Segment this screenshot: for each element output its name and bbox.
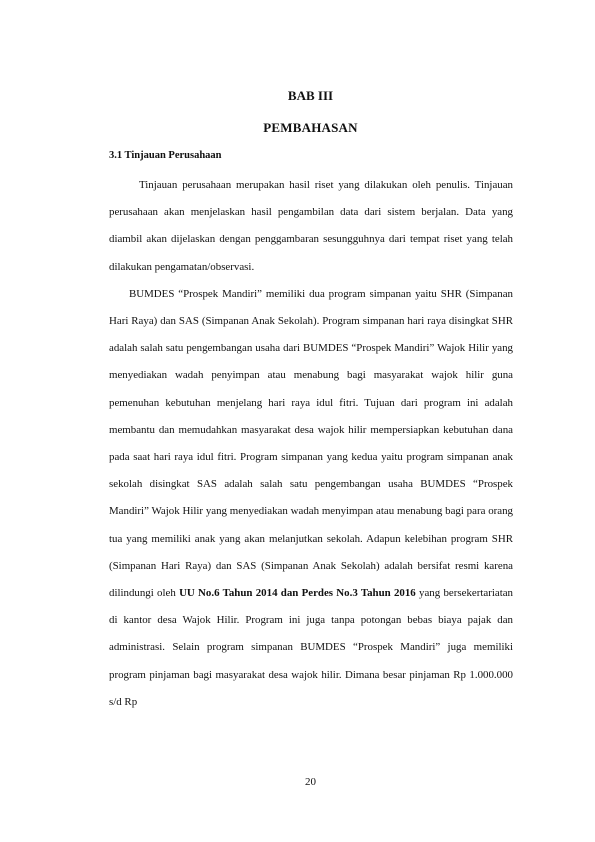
section-heading: 3.1 Tinjauan Perusahaan (109, 150, 222, 161)
chapter-title: PEMBAHASAN (263, 120, 358, 135)
paragraph-2 (109, 281, 513, 716)
paragraph-2-part-1: BUMDES “Prospek Mandiri” memiliki dua program simpanan yaitu SHR (Simpanan Hari Raya) dan SAS (Simpanan Anak Sekolah). Program simpanan hari raya disingkat SHR adalah salah satu pengembangan usaha dari BUMDES “Prospek Mandiri” Wajok Hilir yang menyediakan wadah penyimpan atau menabung bagi masyarakat wajok hilir guna pemenuhan kebutuhan menjelang hari raya idul fitri. Tujuan dari program ini adalah membantu dan memudahkan masyarakat desa wajok hilir mempersiapkan kebutuhan dana pada saat hari raya idul fitri. Program simpanan yang kedua yaitu program simpanan anak sekolah disingkat SAS adalah salah satu pengembangan usaha BUMDES “Prospek Mandiri” Wajok Hilir yang menyediakan wadah menyimpan atau menabung bagi para orang tua yang memiliki anak yang akan melanjutkan sekolah. Adapun kelebihan program SHR (Simpanan Hari Raya) dan SAS (Simpanan Anak Sekolah) adalah bersifat resmi karena dilindungi oleh (109, 287, 513, 600)
page-number: 20 (305, 776, 316, 788)
body-text (109, 172, 513, 716)
paragraph-1: Tinjauan perusahaan merupakan hasil riset yang dilakukan oleh penulis. Tinjauan perusahaan akan menjelaskan hasil pengambilan data dari sistem berjalan. Data yang diambil akan dijelaskan dengan penggambaran sesungguhnya dari tempat riset yang telah dilakukan pengamatan/observasi. (109, 179, 513, 273)
chapter-number: BAB III (287, 88, 334, 103)
legal-reference: UU No.6 Tahun 2014 dan Perdes No.3 Tahun 2016 (179, 587, 416, 600)
paragraph-2-part-2: yang bersekertariatan di kantor desa Wajok Hilir. Program ini juga tanpa potongan bebas biaya pajak dan administrasi. Selain program simpanan BUMDES “Prospek Mandiri” juga memiliki program pinjaman bagi masyarakat desa wajok hilir. Dimana besar pinjaman Rp 1.000.000 s/d Rp (109, 587, 513, 708)
